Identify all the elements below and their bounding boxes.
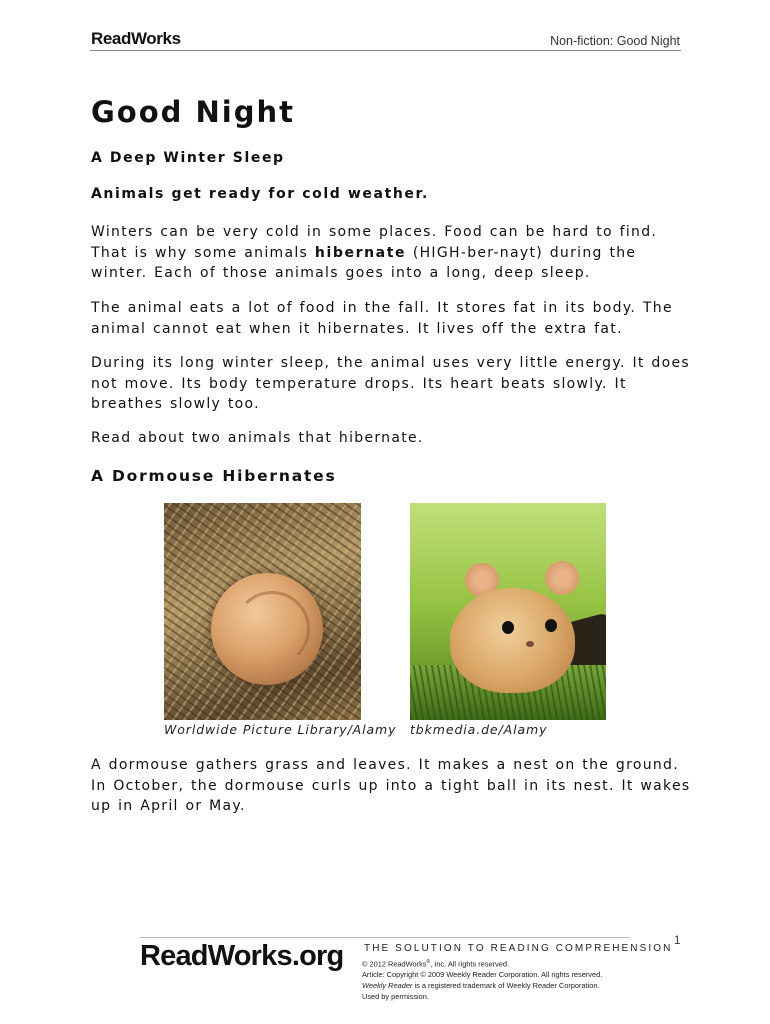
paragraph-winter-sleep: During its long winter sleep, the animal uses very little energy. It does not move. Its body temperature drops. Its heart beats slowly. It breathes slowly too.	[91, 355, 690, 412]
readworks-logo: ReadWorks	[91, 29, 181, 48]
vocab-word-hibernate: hibernate	[314, 244, 407, 261]
paragraph-intro	[91, 222, 691, 284]
footer-tagline: THE SOLUTION TO READING COMPREHENSION	[364, 943, 673, 954]
paragraph-fat-storage: The animal eats a lot of food in the fall. It stores fat in its body. The animal cannot eat when it hibernates. It lives off the extra fat.	[91, 300, 673, 337]
paragraph-dormouse-nest: A dormouse gathers grass and leaves. It makes a nest on the ground. In October, the dormouse curls up into a tight ball in its nest. It wakes up in April or May.	[91, 757, 691, 814]
registered-mark: ®	[426, 959, 431, 965]
dormouse-right-ear	[545, 561, 579, 595]
photo-credit-1: Worldwide Picture Library/Alamy	[164, 722, 397, 737]
photo-awake-dormouse	[410, 503, 606, 720]
article-subtitle: A Deep Winter Sleep	[91, 150, 285, 166]
copyright-text: © 2012 ReadWorks	[362, 959, 427, 969]
photo-credit-2: tbkmedia.de/Alamy	[410, 722, 548, 737]
page-number: 1	[674, 935, 681, 947]
footer-article-copyright: Article: Copyright © 2009 Weekly Reader Corporation. All rights reserved.	[362, 970, 603, 980]
footer-legal	[362, 957, 602, 1002]
paragraph-intro-text-b: (HIGH-ber-nayt) during the winter. Each of those animals goes into a long, deep sleep.	[91, 244, 637, 281]
dormouse-curl-detail	[234, 591, 310, 667]
document-category-label: Non-fiction: Good Night	[550, 34, 680, 48]
paragraph-intro-text-a: Winters can be very cold in some places. Food can be hard to find. That is why some animals	[91, 224, 658, 261]
dormouse-body	[450, 588, 575, 693]
footer-trademark	[362, 980, 602, 991]
footer-copyright	[362, 957, 602, 969]
trademark-text: is a registered trademark of Weekly Reader Corporation.	[412, 981, 600, 991]
article-title: Good Night	[91, 95, 295, 129]
section-heading-dormouse: A Dormouse Hibernates	[91, 467, 337, 485]
dormouse-left-eye	[502, 621, 514, 634]
footer-divider	[140, 937, 630, 938]
paragraph-transition: Read about two animals that hibernate.	[91, 430, 424, 446]
readworks-org-logo: ReadWorks.org	[140, 940, 344, 972]
article-kicker: Animals get ready for cold weather.	[91, 186, 429, 202]
trademark-name: Weekly Reader	[362, 981, 413, 991]
copyright-rights: , Inc. All rights reserved.	[430, 959, 510, 969]
dormouse-right-eye	[545, 619, 557, 632]
dormouse-nose	[526, 641, 534, 647]
photo-sleeping-dormouse	[164, 503, 361, 720]
footer-permission: Used by permission.	[362, 992, 429, 1002]
header-divider	[90, 50, 681, 51]
